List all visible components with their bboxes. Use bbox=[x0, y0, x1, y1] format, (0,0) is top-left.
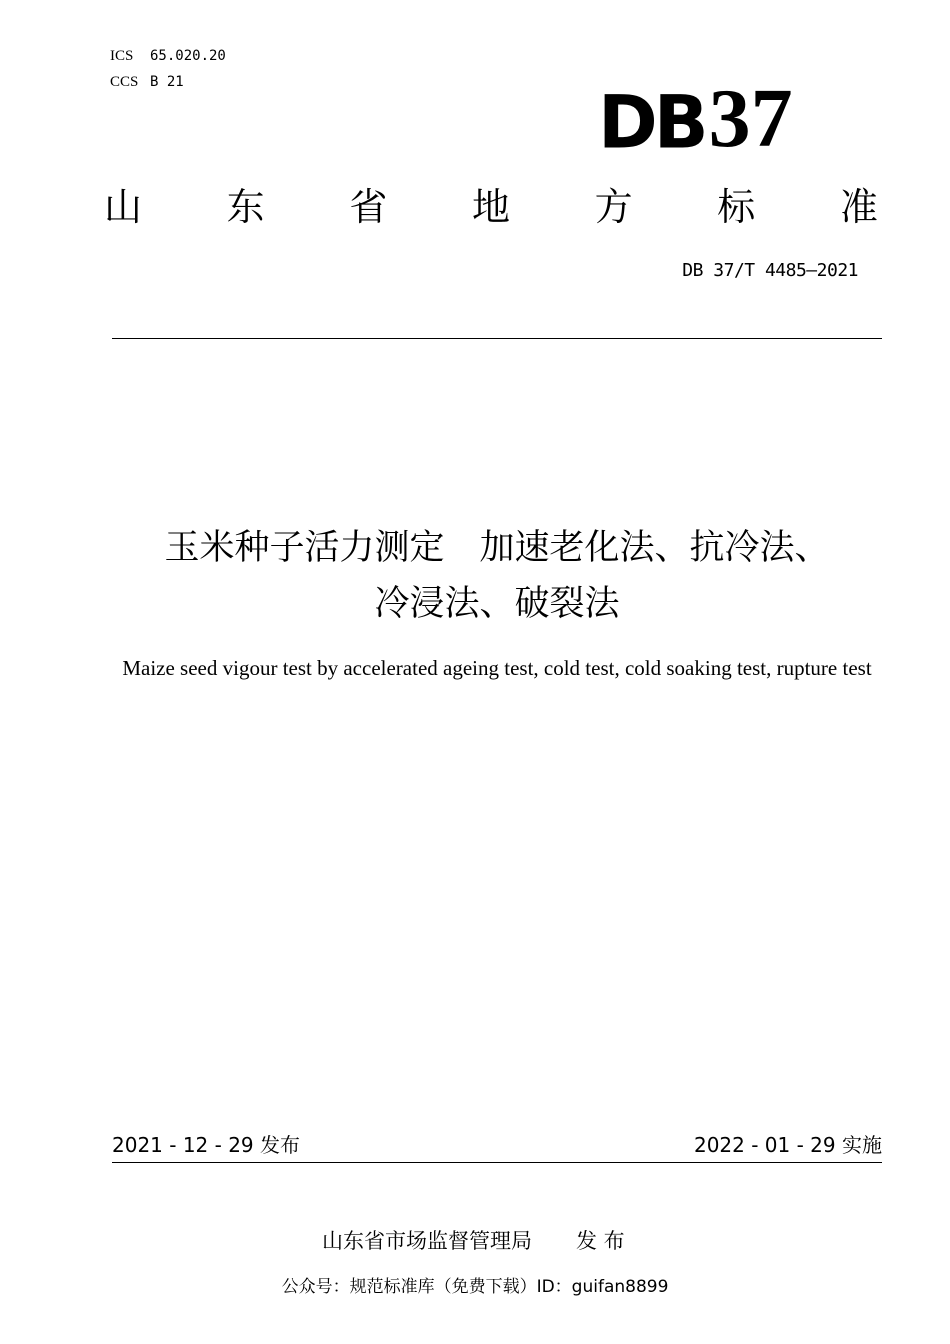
standard-type-char: 准 bbox=[839, 185, 878, 229]
footer-note: 公众号：规范标准库（免费下载）ID：guifan8899 bbox=[281, 1277, 669, 1297]
title-chinese-line-2: 冷浸法、破裂法 bbox=[374, 584, 620, 624]
ics-row bbox=[110, 46, 226, 65]
implementation-date: 2022 - 01 - 29 实施 bbox=[693, 1133, 882, 1157]
ics-value: 65.020.20 bbox=[150, 48, 226, 64]
bottom-divider bbox=[112, 1162, 882, 1163]
ics-label: ICS bbox=[110, 48, 134, 64]
ccs-label: CCS bbox=[110, 74, 139, 90]
standard-type-char: 山 bbox=[104, 185, 143, 229]
issue-date: 2021 - 12 - 29 发布 bbox=[112, 1133, 301, 1157]
title-chinese-line-1: 玉米种子活力测定 加速老化法、抗冷法、 bbox=[164, 528, 830, 568]
publisher bbox=[322, 1226, 625, 1256]
dates-row bbox=[112, 1130, 882, 1160]
standard-type-char: 地 bbox=[471, 185, 510, 229]
ccs-row bbox=[110, 72, 184, 91]
db-logo-number: 37 bbox=[708, 72, 793, 165]
ccs-value: B 21 bbox=[150, 74, 184, 90]
standard-type-char: 方 bbox=[594, 185, 633, 229]
standard-type-char: 东 bbox=[226, 185, 265, 229]
db-logo bbox=[598, 72, 793, 165]
top-divider bbox=[112, 338, 882, 339]
db-logo-letters: DB bbox=[598, 79, 705, 165]
title-chinese bbox=[112, 520, 882, 632]
title-english: Maize seed vigour test by accelerated ageing test, cold test, cold soaking test, rupture test bbox=[122, 656, 872, 680]
standard-type-char: 标 bbox=[717, 185, 756, 229]
standard-type-heading bbox=[104, 184, 878, 230]
standard-type-char: 省 bbox=[349, 185, 388, 229]
publisher-action: 发 布 bbox=[576, 1229, 625, 1253]
publisher-name: 山东省市场监督管理局 bbox=[322, 1229, 532, 1253]
standard-code: DB 37/T 4485—2021 bbox=[682, 260, 858, 281]
